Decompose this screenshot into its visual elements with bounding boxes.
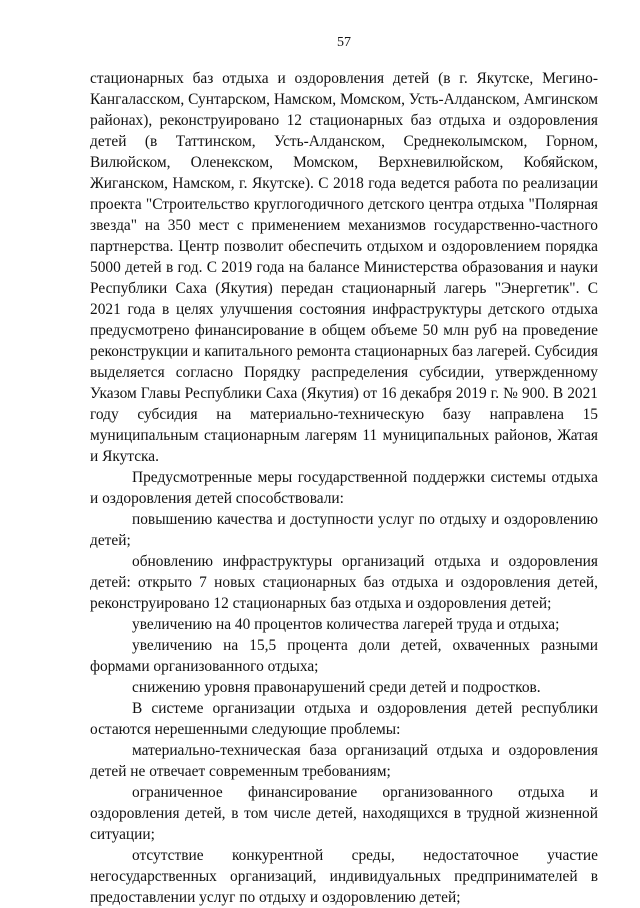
paragraph: ограниченное финансирование организованного отдыха и оздоровления детей, в том числе детей, находящихся в трудной жизненной ситуации;	[90, 784, 598, 843]
paragraph: снижению уровня правонарушений среди детей и подростков.	[132, 679, 541, 696]
paragraph: материально-техническая база организаций отдыха и оздоровления детей не отвечает современным требованиям;	[90, 742, 598, 780]
paragraph: увеличению на 15,5 процента доли детей, охваченных разными формами организованного отдыха;	[90, 637, 598, 675]
paragraph: увеличению на 40 процентов количества лагерей труда и отдыха;	[132, 616, 560, 633]
page-number: 57	[337, 35, 351, 50]
paragraph: стационарных баз отдыха и оздоровления детей (в г. Якутске, Мегино-Кангаласском, Сунтарском, Намском, Момском, Усть-Алданском, Амгинском районах), реконструировано 12 стационарных баз отдыха и оздоровления детей (в Таттинском, Усть-Алданском, Среднеколымском, Горном, Вилюйском, Оленекском, Момском, Верхневилюйском, Кобяйском, Жиганском, Намском, г. Якутске). С 2018 года ведется работа по реализации проекта "Строительство круглогодичного детского центра отдыха "Полярная звезда" на 350 мест с применением механизмов государственно-частного партнерства. Центр позволит обеспечить отдыхом и оздоровлением порядка 5000 детей в год. С 2019 года на балансе Министерства образования и науки Республики Саха (Якутия) передан стационарный лагерь "Энергетик". С 2021 года в целях улучшения состояния инфраструктуры детского отдыха предусмотрено финансирование в общем объеме 50 млн руб на проведение реконструкции и капитального ремонта стационарных баз лагерей. Субсидия выделяется согласно Порядку распределения субсидии, утвержденному Указом Главы Республики Саха (Якутия) от 16 декабря 2019 г. № 900. В 2021 году субсидия на материально-техническую базу направлена 15 муниципальным стационарным лагерям 11 муниципальных районов, Жатая и Якутска.	[90, 70, 598, 465]
paragraph: Предусмотренные меры государственной поддержки системы отдыха и оздоровления детей способствовали:	[90, 469, 598, 507]
paragraph: обновлению инфраструктуры организаций отдыха и оздоровления детей: открыто 7 новых стационарных баз отдыха и оздоровления детей, реконструировано 12 стационарных баз отдыха и оздоровления детей;	[90, 553, 598, 612]
paragraph: повышению качества и доступности услуг по отдыху и оздоровлению детей;	[90, 511, 598, 549]
paragraph: отсутствие конкурентной среды, недостаточное участие негосударственных организаций, индивидуальных предпринимателей в предоставлении услуг по отдыху и оздоровлению детей;	[90, 847, 598, 906]
body-text	[90, 68, 598, 908]
paragraph: В системе организации отдыха и оздоровления детей республики остаются нерешенными следующие проблемы:	[90, 700, 598, 738]
